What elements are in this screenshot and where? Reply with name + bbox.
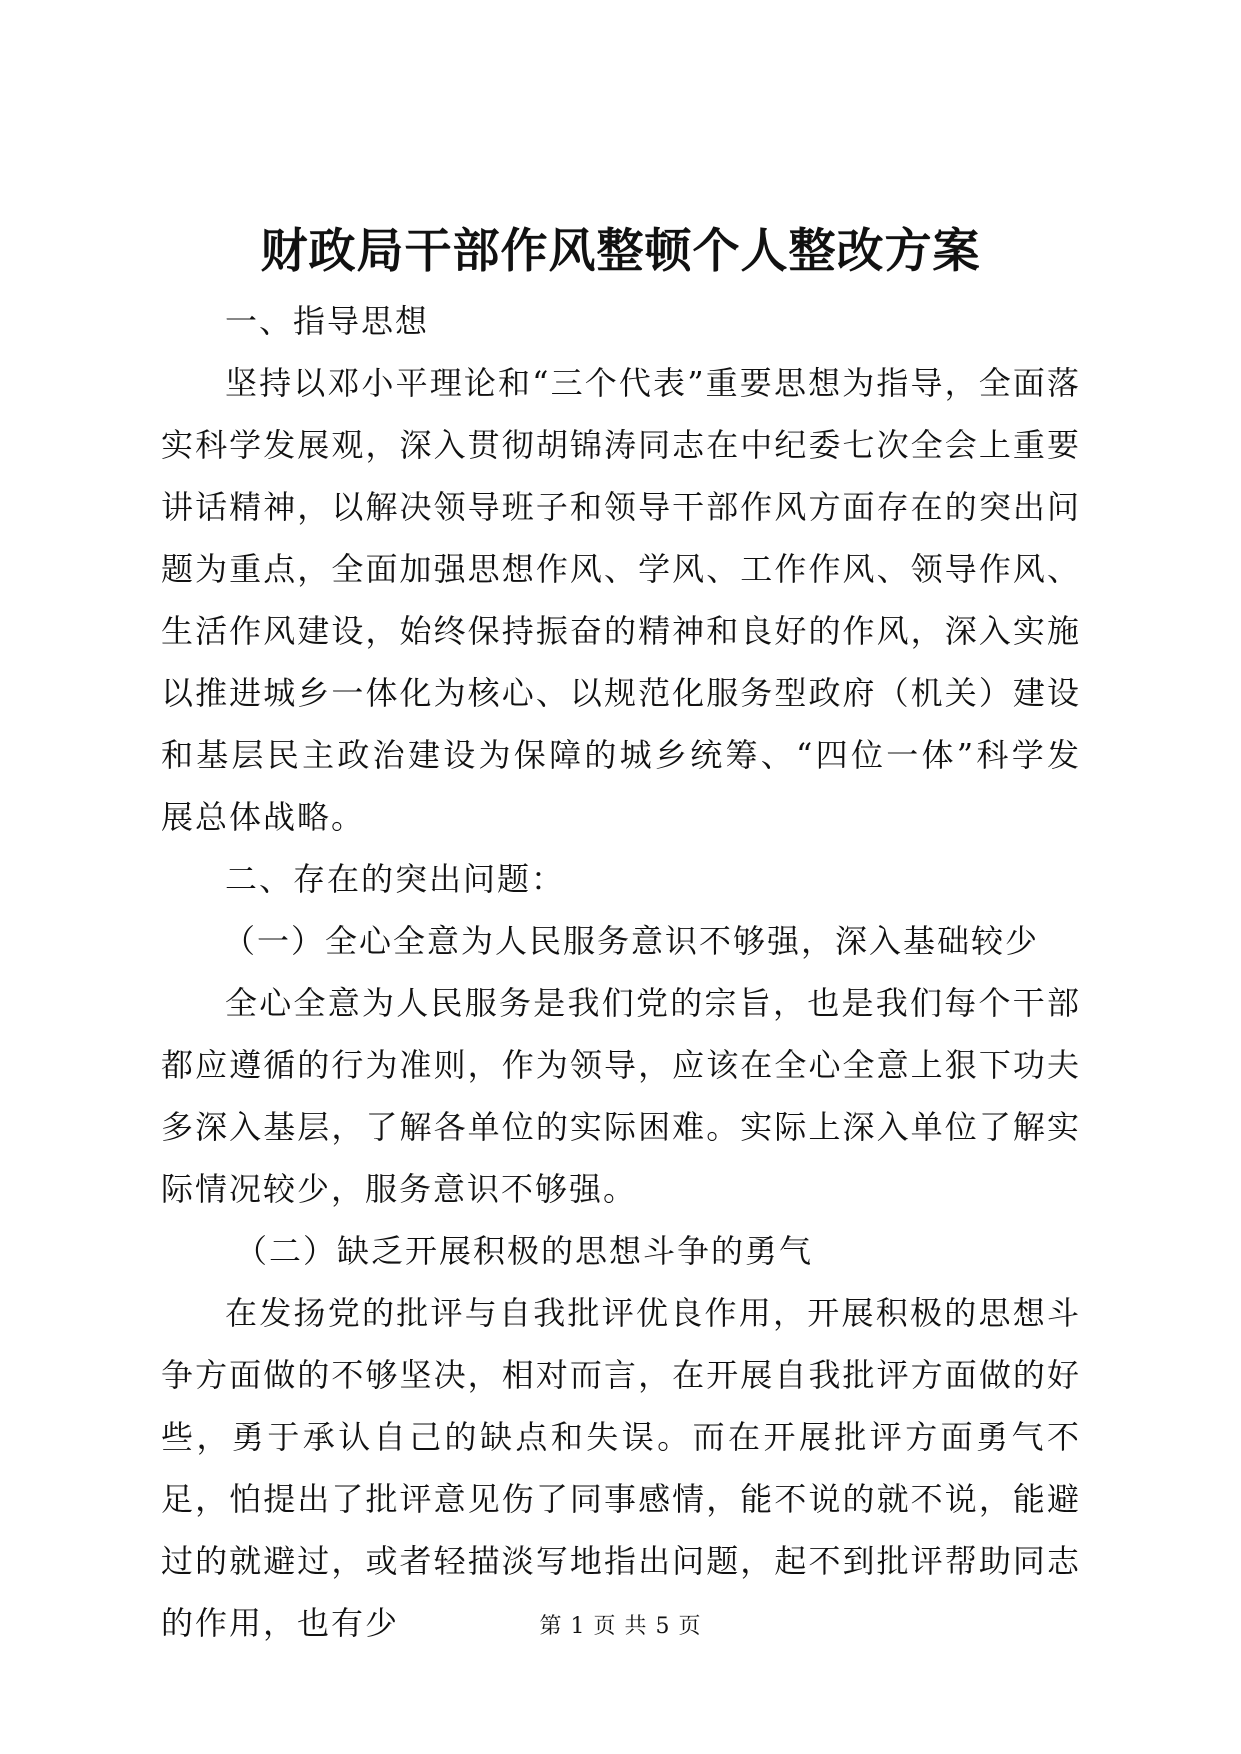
page-footer: 第 1 页 共 5 页 [539,1614,702,1639]
document-title: 财政局干部作风整顿个人整改方案 [260,224,981,279]
paragraph-service-awareness: 全心全意为人民服务是我们党的宗旨，也是我们每个干部都应遵循的行为准则，作为领导，应该在全心全意上狠下功夫多深入基层，了解各单位的实际困难。实际上深入单位了解实际情况较少，服务意识不够强。 [161,984,1081,1208]
subheading-service-awareness: （一）全心全意为人民服务意识不够强，深入基础较少 [223,922,1040,960]
subheading-courage: （二）缺乏开展积极的思想斗争的勇气 [235,1232,814,1270]
paragraph-courage: 在发扬党的批评与自我批评优良作用，开展积极的思想斗争方面做的不够坚决，相对而言，在开展自我批评方面做的好些，勇于承认自己的缺点和失误。而在开展批评方面勇气不足，怕提出了批评意见伤了同事感情，能不说的就不说，能避过的就避过，或者轻描淡写地指出问题，起不到批评帮助同志的作用，也有少 [161,1294,1081,1642]
document-body [161,290,1081,1654]
section-heading-guiding-ideology: 一、指导思想 [225,302,430,340]
paragraph-guiding-ideology: 坚持以邓小平理论和“三个代表”重要思想为指导，全面落实科学发展观，深入贯彻胡锦涛同志在中纪委七次全会上重要讲话精神，以解决领导班子和领导干部作风方面存在的突出问题为重点，全面加强思想作风、学风、工作作风、领导作风、生活作风建设，始终保持振奋的精神和良好的作风，深入实施以推进城乡一体化为核心、以规范化服务型政府（机关）建设和基层民主政治建设为保障的城乡统筹、“四位一体”科学发展总体战略。 [161,364,1081,836]
section-heading-problems: 二、存在的突出问题： [225,860,566,898]
